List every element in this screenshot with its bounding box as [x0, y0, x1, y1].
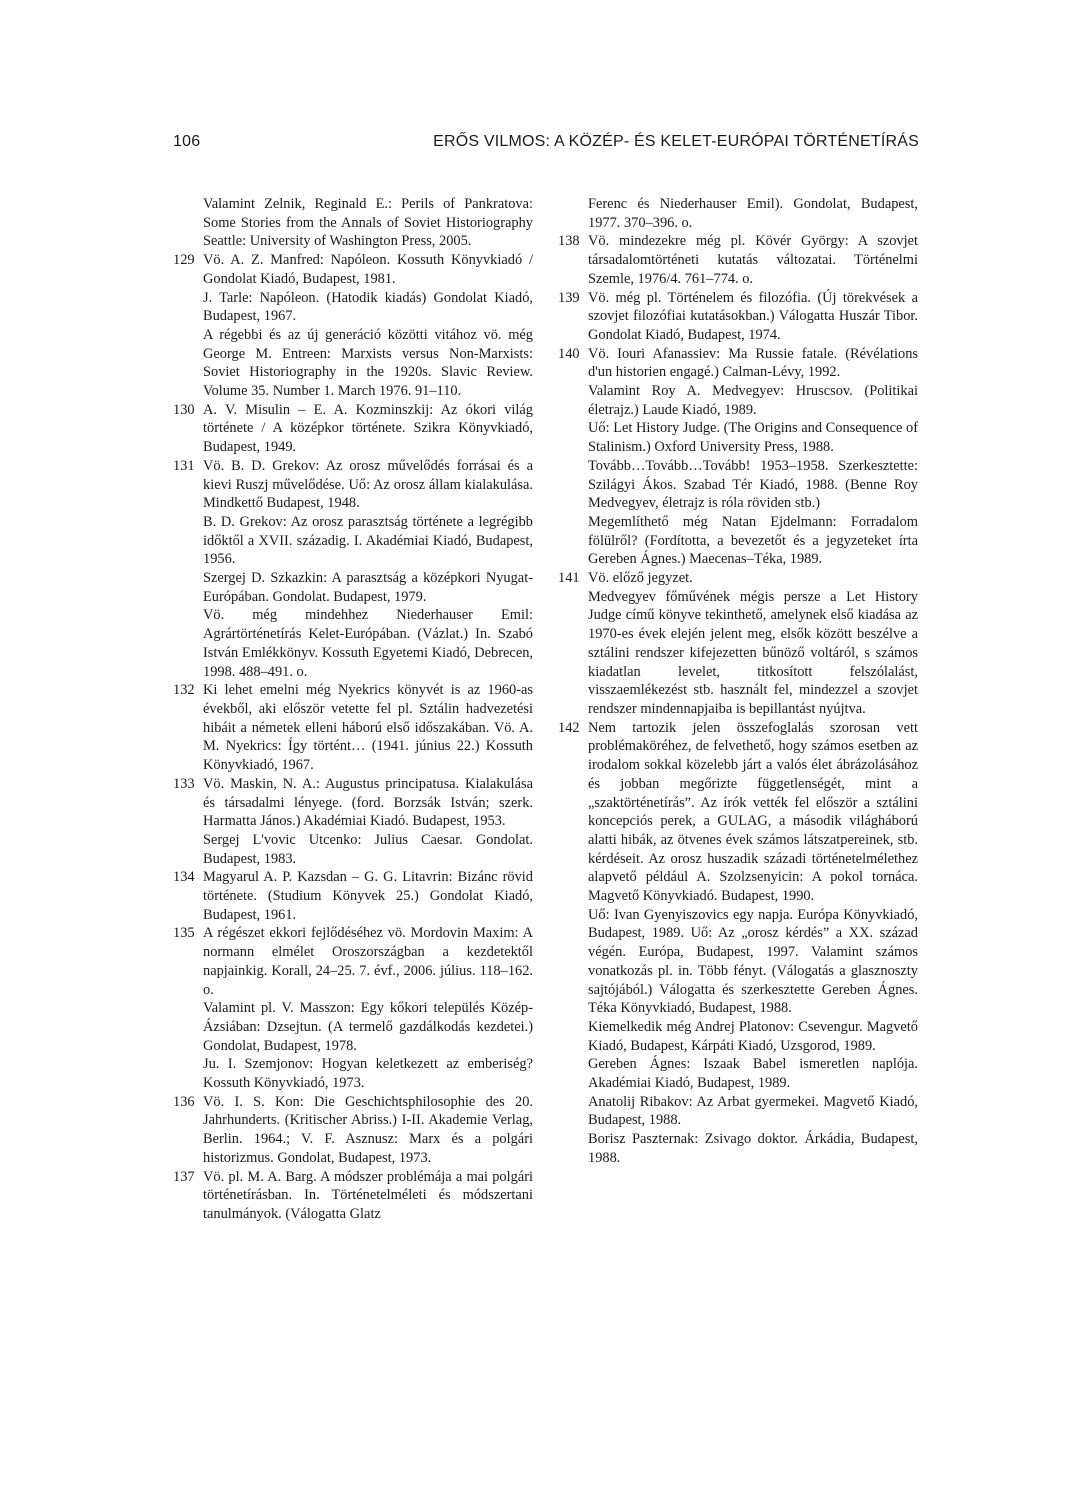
footnote	[173, 775, 533, 869]
footnote-text: Vö. Maskin, N. A.: Augustus principatusa. Kialakulása és társadalmi lényege. (ford. Borzsák István; szerk. Harmatta János.) Akadémiai Kiadó. Budapest, 1953.	[203, 775, 533, 830]
footnote-text: Sergej L'vovic Utcenko: Julius Caesar. Gondolat. Budapest, 1983.	[203, 831, 533, 867]
footnote-text: Vö. Iouri Afanassiev: Ma Russie fatale. (Révélations d'un historien engagé.) Calman-Lévy, 1992.	[588, 345, 918, 381]
footnote-text: Vö. előző jegyzet.	[588, 570, 693, 587]
footnote-text: Vö. pl. M. A. Barg. A módszer problémája a mai polgári történetírásban. In. Történetelméleti és módszertani tanulmányok. (Válogatta Glatz	[203, 1168, 533, 1222]
footnote-text: Tovább…Tovább…Tovább! 1953–1958. Szerkesztette: Szilágyi Ákos. Szabad Tér Kiadó, 1988. (Benne Roy Medvegyev, életrajz is róla röviden stb.)	[588, 457, 918, 512]
footnote-text: Valamint Roy A. Medvegyev: Hruscsov. (Politikai életrajz.) Laude Kiadó, 1989.	[588, 383, 918, 418]
footnote	[173, 251, 533, 401]
footnote-text: B. D. Grekov: Az orosz parasztság története a legrégibb időktől a XVII. századig. I. Akadémiai Kiadó, Budapest, 1956.	[203, 513, 533, 568]
footnote-text: A régebbi és az új generáció közötti vitához vö. még George M. Entreen: Marxists versus Non-Marxists: Soviet Historiography in the 1920s. Slavic Review. Volume 35. Number 1. March 1976. 91–110.	[203, 326, 533, 400]
footnote-text: Vö. A. Z. Manfred: Napóleon. Kossuth Könyvkiadó / Gondolat Kiadó, Budapest, 1981.	[203, 252, 533, 287]
footnote-text: Kiemelkedik még Andrej Platonov: Csevengur. Magvető Kiadó, Budapest, Kárpáti Kiadó, Uzsgorod, 1989.	[588, 1018, 918, 1054]
footnote-text: Medvegyev főművének mégis persze a Let History Judge című könyve tekinthető, amelynek első kiadása az 1970-es évek elején jelent meg, elsők között beszélve a sztálini rendszer kifejezetten bűnöző voltáról, s számos kiadatlan levelet, titkosított felszólalást, visszaemlékezést stb. használt fel, mindezzel a szovjet rendszer mindennapjaiba is bepillantást nyújtva.	[588, 588, 918, 717]
footnote-text: Vö. még pl. Történelem és filozófia. (Új törekvések a szovjet filozófiai kutatásokban.) Válogatta Huszár Tibor. Gondolat Kiadó, Budapest, 1974.	[588, 289, 918, 343]
footnote	[173, 868, 533, 924]
footnote-text: Ju. I. Szemjonov: Hogyan keletkezett az emberiség? Kossuth Könyvkiadó, 1973.	[203, 1056, 533, 1092]
footnote-text: J. Tarle: Napóleon. (Hatodik kiadás) Gondolat Kiadó, Budapest, 1967.	[203, 289, 533, 325]
footnote	[173, 195, 533, 251]
footnote-number: 129	[173, 252, 195, 269]
footnote	[173, 681, 533, 775]
left-column	[173, 195, 533, 1224]
footnote-text: Vö. I. S. Kon: Die Geschichtsphilosophie des 20. Jahrhunderts. (Kritischer Abriss.) I-II. Akademie Verlag, Berlin. 1964.; V. F. Asznusz: Marx és a polgári historizmus. Gondolat, Budapest, 1973.	[203, 1093, 533, 1166]
footnote-number: 138	[558, 233, 580, 250]
footnote-text: A. V. Misulin – E. A. Kozminszkij: Az ókori világ története / A középkor története. Szikra Könyvkiadó, Budapest, 1949.	[203, 401, 533, 456]
footnote	[558, 232, 918, 288]
running-title: ERŐS VILMOS: A KÖZÉP- ÉS KELET-EURÓPAI TÖRTÉNETÍRÁS	[433, 133, 919, 150]
footnote	[558, 195, 918, 232]
footnote-number: 131	[173, 457, 195, 474]
footnote-text: Ferenc és Niederhauser Emil). Gondolat, Budapest, 1977. 370–396. o.	[588, 196, 918, 231]
right-column	[558, 195, 918, 1168]
footnote	[173, 1093, 533, 1168]
footnote-text: Nem tartozik jelen összefoglalás szorosan vett problémaköréhez, de felvethető, hogy számos esetben az irodalom sokkal közelebb járt a valós élet ábrázolásához és jobban megőrizte függetlenségét, mint a „szaktörténetírás”. Az írók vették fel először a sztálini koncepciós perek, a GULAG, a második világháború alatti hibák, az ötvenes évek számos látszatpereinek, stb. kérdéseit. Az orosz huszadik századi történetelmélethez alapvető például A. Szolzsenyicin: A pokol tornáca. Magvető Könyvkiadó. Budapest, 1990.	[588, 719, 918, 905]
footnote-text: Valamint Zelnik, Reginald E.: Perils of Pankratova: Some Stories from the Annals of Soviet Historiography Seattle: University of Washington Press, 2005.	[203, 196, 533, 250]
footnote	[173, 457, 533, 681]
footnote-text: A régészet ekkori fejlődéséhez vö. Mordovin Maxim: A normann elmélet Oroszországban a kezdetektől napjainkig. Korall, 24–25. 7. évf., 2006. július. 118–162. o.	[203, 925, 533, 998]
page-number: 106	[173, 133, 201, 150]
footnote-number: 132	[173, 682, 195, 699]
footnote-number: 141	[558, 570, 580, 587]
footnote-number: 142	[558, 719, 580, 736]
footnote-number: 139	[558, 289, 580, 306]
footnote	[558, 289, 918, 345]
footnote-text: Borisz Paszternak: Zsivago doktor. Árkádia, Budapest, 1988.	[588, 1131, 918, 1166]
page-header	[173, 133, 919, 157]
footnote-text: Vö. még mindehhez Niederhauser Emil: Agrártörténetírás Kelet-Európában. (Vázlat.) In. Szabó István Emlékkönyv. Kossuth Egyetemi Kiadó, Debrecen, 1998. 488–491. o.	[203, 607, 533, 680]
footnote-text: Ki lehet emelni még Nyekrics könyvét is az 1960-as évekből, aki először vetette fel pl. Sztálin hadvezetési hibáit a németek elleni háború első időszakában. Vö. A. M. Nyekrics: Így történt… (1941. június 22.) Kossuth Könyvkiadó, 1967.	[203, 682, 533, 774]
footnote-text: Anatolij Ribakov: Az Arbat gyermekei. Magvető Kiadó, Budapest, 1988.	[588, 1093, 918, 1129]
footnote-text: Vö. B. D. Grekov: Az orosz művelődés forrásai és a kievi Ruszj művelődése. Uő: Az orosz állam kialakulása. Mindkettő Budapest, 1948.	[203, 457, 533, 512]
footnote-text: Uő: Ivan Gyenyiszovics egy napja. Európa Könyvkiadó, Budapest, 1989. Uő: Az „orosz kérdés” a XX. század végén. Európa, Budapest, 1997. Valamint számos vonatkozás pl. in. Több fényt. (Válogatás a glasznoszty sajtójából.) Válogatta és szerkesztette Gereben Ágnes. Téka Könyvkiadó, Budapest, 1988.	[588, 906, 918, 1017]
footnote-number: 134	[173, 869, 195, 886]
footnote-number: 137	[173, 1168, 195, 1185]
footnote-number: 135	[173, 925, 195, 942]
footnote-number: 130	[173, 401, 195, 418]
footnote-text: Gereben Ágnes: Iszaak Babel ismeretlen naplója. Akadémiai Kiadó, Budapest, 1989.	[588, 1056, 918, 1092]
footnote-text: Valamint pl. V. Masszon: Egy kőkori település Közép-Ázsiában: Dzsejtun. (A termelő gazdálkodás kezdetei.) Gondolat, Budapest, 1978.	[203, 1000, 533, 1054]
footnote	[558, 719, 918, 1168]
footnote	[173, 1168, 533, 1224]
footnote-number: 140	[558, 345, 580, 362]
footnote-text: Megemlíthető még Natan Ejdelmann: Forradalom fölülről? (Fordította, a bevezetőt és a jegyzeteket írta Gereben Ágnes.) Maecenas–Téka, 1989.	[588, 513, 918, 568]
footnote-text: Szergej D. Szkazkin: A parasztság a középkori Nyugat-Európában. Gondolat. Budapest, 1979.	[203, 570, 533, 605]
footnote	[558, 345, 918, 569]
footnote-number: 133	[173, 775, 195, 792]
footnote-number: 136	[173, 1093, 195, 1110]
footnote-text: Magyarul A. P. Kazsdan – G. G. Litavrin: Bizánc rövid története. (Studium Könyvek 25.) Gondolat Kiadó, Budapest, 1961.	[203, 869, 533, 923]
footnote-text: Uő: Let History Judge. (The Origins and Consequence of Stalinism.) Oxford University Press, 1988.	[588, 420, 918, 456]
footnote	[558, 569, 918, 719]
footnote	[173, 924, 533, 1092]
footnote-text: Vö. mindezekre még pl. Kövér György: A szovjet társadalomtörténeti kutatás változatai. Történelmi Szemle, 1976/4. 761–774. o.	[588, 233, 918, 287]
footnote	[173, 401, 533, 457]
